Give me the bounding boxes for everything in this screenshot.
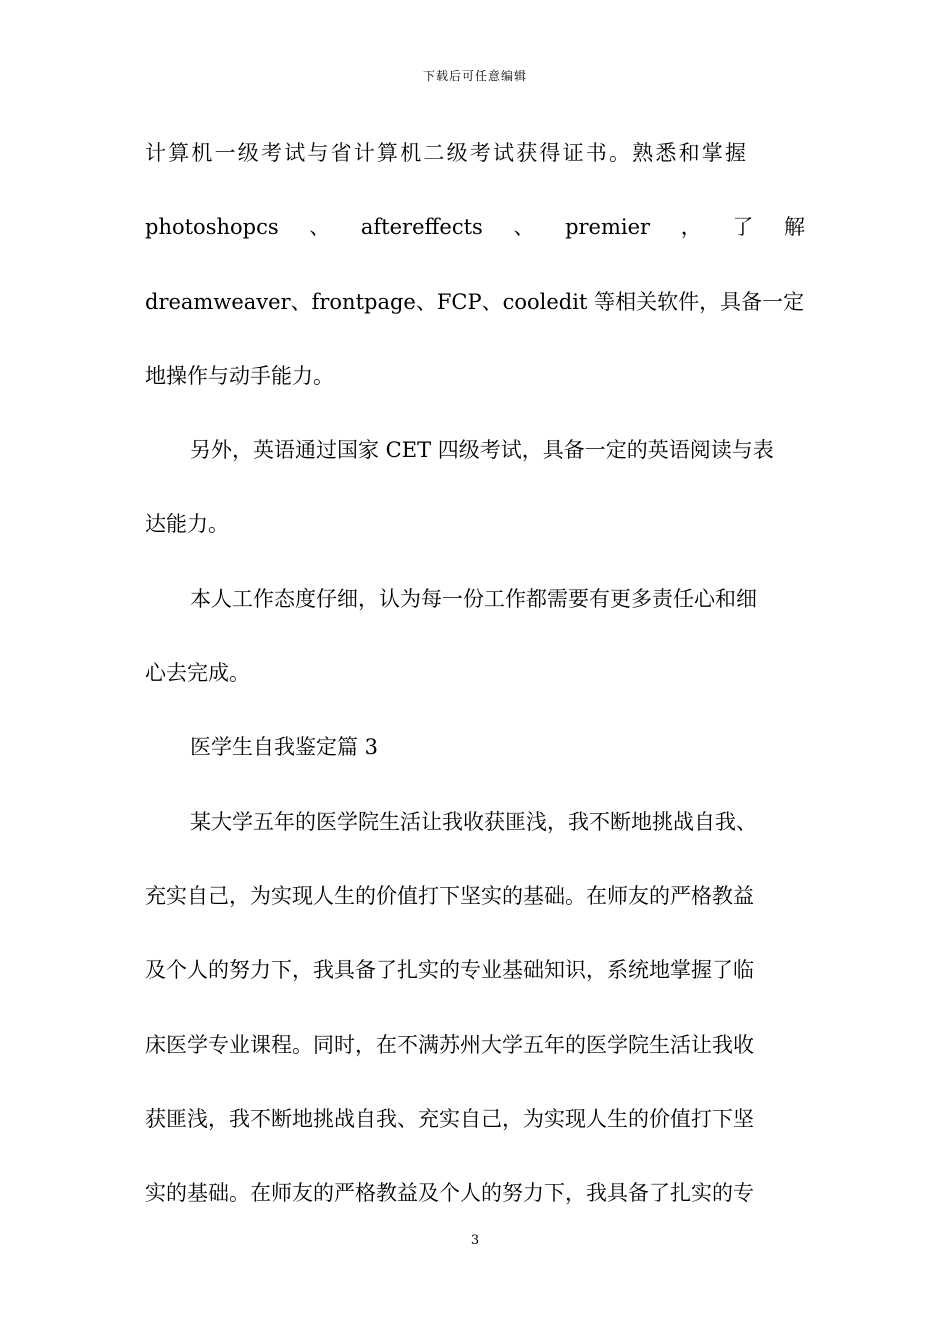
body-line: 地操作与动手能力。 [145,364,334,388]
word: 解 [783,215,805,239]
body-line: 床医学专业课程。同时，在不满苏州大学五年的医学院生活让我收 [145,1033,754,1057]
body-line: 充实自己，为实现人生的价值打下坚实的基础。在师友的严格教益 [145,884,754,908]
body-line: 获匪浅，我不断地挑战自我、充实自己，为实现人生的价值打下坚 [145,1107,754,1131]
separator: 、 [309,215,331,239]
software-item: photoshopcs [145,215,279,239]
separator: 、 [513,215,535,239]
paragraph-start-line: 另外，英语通过国家 CET 四级考试，具备一定的英语阅读与表 [190,438,774,462]
body-line: 实的基础。在师友的严格教益及个人的努力下，我具备了扎实的专 [145,1181,754,1205]
body-line: 及个人的努力下，我具备了扎实的专业基础知识，系统地掌握了临 [145,958,754,982]
body-line: 计算机一级考试与省计算机二级考试获得证书。熟悉和掌握 [145,141,749,165]
word: 了 [732,215,754,239]
page-number: 3 [470,1233,480,1248]
software-item: aftereffects [360,215,483,239]
software-list-line [145,213,805,241]
body-line: 心去完成。 [145,661,250,685]
software-item: premier [565,215,651,239]
section-heading: 医学生自我鉴定篇 3 [190,735,379,759]
paragraph-start-line: 本人工作态度仔细，认为每一份工作都需要有更多责任心和细 [190,587,757,611]
body-line: dreamweaver、frontpage、FCP、cooledit 等相关软件，具备一定 [145,290,805,314]
separator: ， [680,215,702,239]
body-line: 达能力。 [145,512,229,536]
page-header: 下载后可任意编辑 [422,69,527,83]
paragraph-start-line: 某大学五年的医学院生活让我收获匪浅，我不断地挑战自我、 [190,810,757,834]
